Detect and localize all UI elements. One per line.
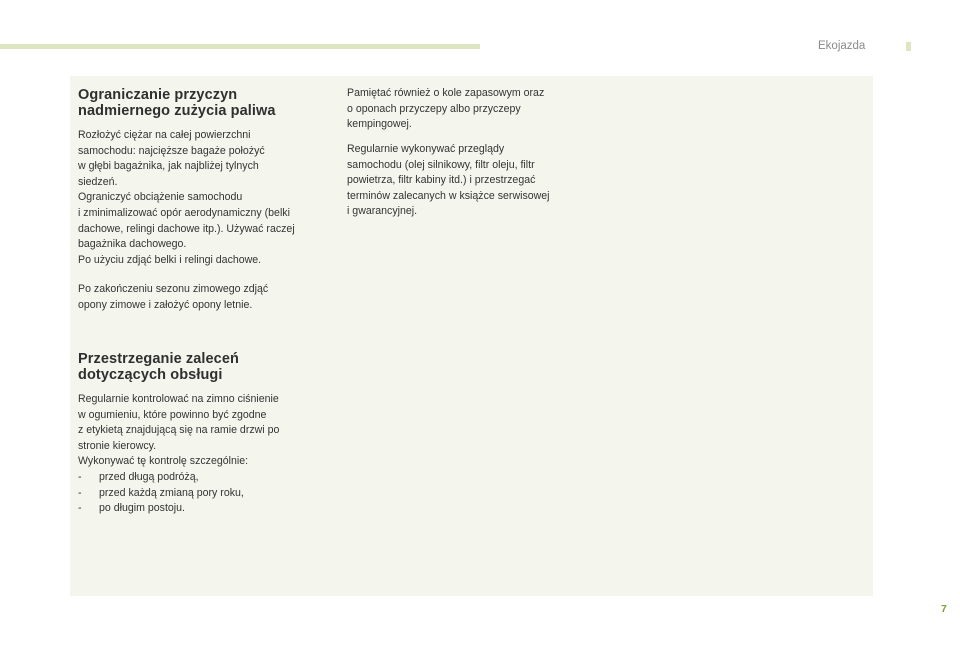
paragraph-load: [78, 128, 295, 268]
section-title-fuel: [78, 87, 276, 119]
title-line: dotyczących obsługi: [78, 367, 223, 383]
section-title-maintenance: [78, 351, 239, 383]
page-number: 7: [941, 603, 947, 615]
text-line: i gwarancyjnej.: [347, 205, 418, 218]
list-item-text: przed każdą zmianą pory roku,: [99, 486, 244, 499]
dash-bullet: -: [78, 502, 82, 515]
text-line: samochodu (olej silnikowy, filtr oleju, filtr: [347, 158, 535, 171]
paragraph-pressure: [78, 392, 279, 470]
text-line: Ograniczyć obciążenie samochodu: [78, 191, 243, 204]
list-item: [78, 470, 244, 486]
dash-bullet: -: [78, 486, 82, 499]
paragraph-service: [347, 142, 550, 220]
text-line: z etykietą znajdującą się na ramie drzwi po: [78, 424, 280, 437]
text-line: Wykonywać tę kontrolę szczególnie:: [78, 455, 249, 468]
text-line: powietrza, filtr kabiny itd.) i przestrzegać: [347, 174, 536, 187]
text-line: o oponach przyczepy albo przyczepy: [347, 102, 521, 115]
text-line: Po użyciu zdjąć belki i relingi dachowe.: [78, 253, 262, 266]
header-accent-bar: [0, 44, 480, 49]
title-line: nadmiernego zużycia paliwa: [78, 103, 276, 119]
check-list: [78, 470, 244, 517]
list-item-text: po długim postoju.: [99, 502, 185, 515]
paragraph-tyres: [78, 282, 268, 313]
text-line: dachowe, relingi dachowe itp.). Używać raczej: [78, 222, 295, 235]
text-line: opony zimowe i założyć opony letnie.: [78, 298, 253, 311]
text-line: samochodu: najcięższe bagaże położyć: [78, 144, 265, 157]
text-line: stronie kierowcy.: [78, 439, 157, 452]
text-line: bagażnika dachowego.: [78, 238, 187, 251]
list-item: [78, 501, 244, 517]
text-line: kempingowej.: [347, 118, 412, 131]
title-line: Przestrzeganie zaleceń: [78, 351, 239, 367]
text-line: Regularnie kontrolować na zimno ciśnienie: [78, 393, 279, 405]
content-panel: [70, 76, 873, 596]
text-line: i zminimalizować opór aerodynamiczny (belki: [78, 206, 290, 219]
paragraph-spare-wheel: [347, 86, 544, 133]
text-line: siedzeń.: [78, 175, 118, 188]
text-line: terminów zalecanych w książce serwisowej: [347, 189, 550, 202]
chapter-title: Ekojazda: [818, 40, 866, 52]
text-line: Po zakończeniu sezonu zimowego zdjąć: [78, 283, 269, 295]
chapter-marker: [906, 42, 911, 51]
dash-bullet: -: [78, 471, 82, 483]
text-line: w głębi bagażnika, jak najbliżej tylnych: [78, 160, 259, 173]
text-line: Regularnie wykonywać przeglądy: [347, 143, 505, 155]
list-item-text: przed długą podróżą,: [99, 471, 199, 483]
list-item: [78, 486, 244, 502]
title-line: Ograniczanie przyczyn: [78, 87, 238, 103]
text-line: w ogumieniu, które powinno być zgodne: [78, 408, 267, 421]
text-line: Rozłożyć ciężar na całej powierzchni: [78, 129, 251, 141]
text-line: Pamiętać również o kole zapasowym oraz: [347, 87, 545, 99]
